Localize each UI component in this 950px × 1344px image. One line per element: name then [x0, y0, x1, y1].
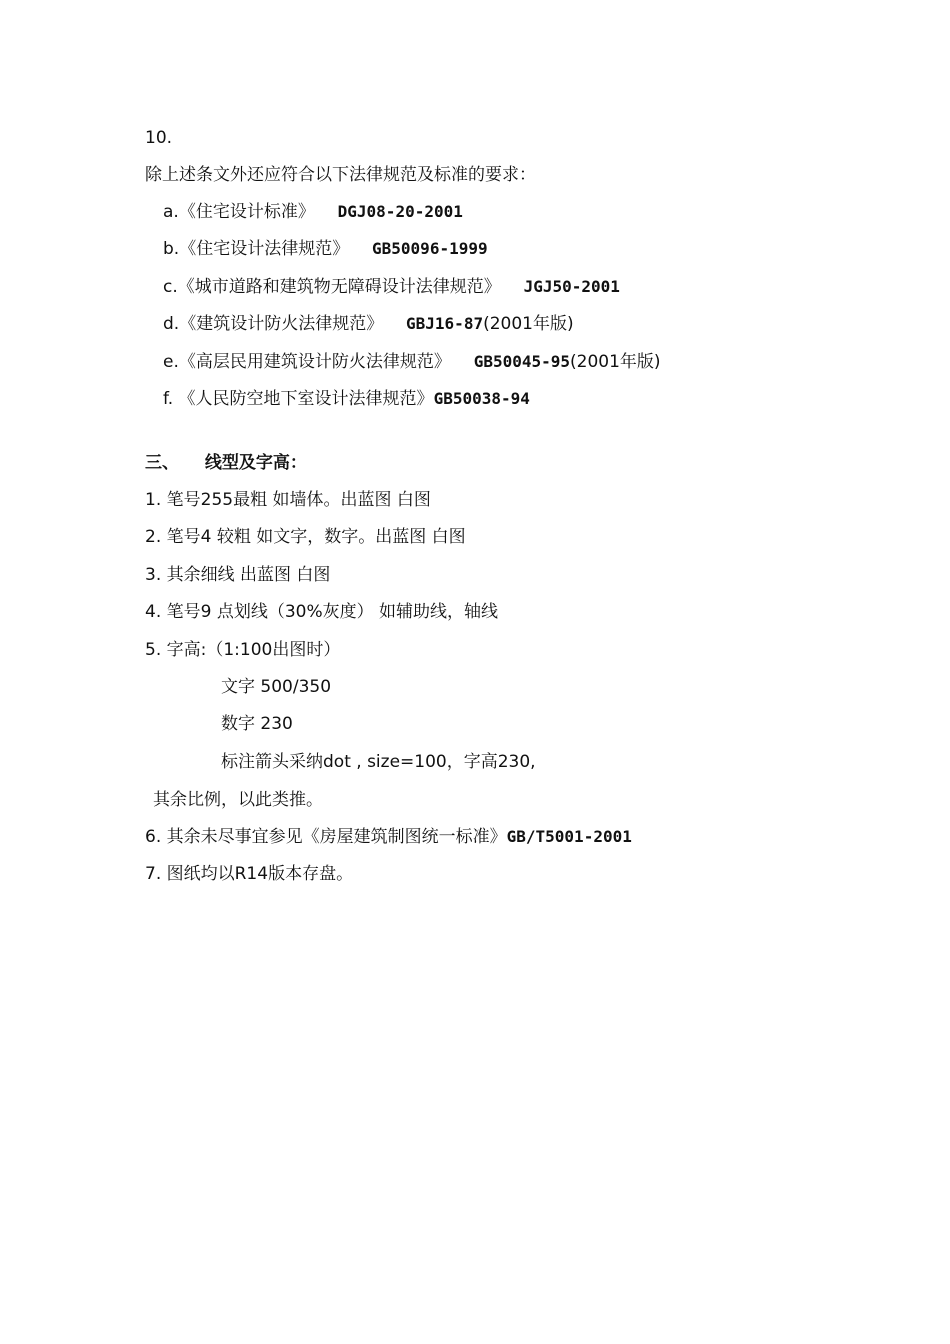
standard-item-f [163, 388, 530, 410]
list-item-5: 5. 字高:（1:100出图时） [145, 640, 341, 660]
standard-item-e [163, 351, 661, 373]
standard-item-b [163, 238, 488, 260]
list-item-2: 2. 笔号4 较粗 如文字，数字。出蓝图 白图 [145, 527, 466, 547]
standard-code: JGJ50-2001 [523, 277, 620, 296]
standard-label: d.《建筑设计防火法律规范》 [163, 314, 384, 334]
standard-item-a [163, 201, 463, 223]
standard-code: GBJ16-87 [406, 314, 484, 333]
list-item-4: 4. 笔号9 点划线（30%灰度） 如辅助线，轴线 [145, 602, 499, 622]
standard-item-d [163, 313, 574, 335]
standard-label: e.《高层民用建筑设计防火法律规范》 [163, 352, 451, 372]
section-number: 10. [145, 128, 173, 148]
standard-code: DGJ08-20-2001 [337, 202, 463, 221]
section-heading-title: 线型及字高： [204, 453, 307, 473]
standard-suffix: (2001年版) [483, 314, 574, 334]
standard-code: GB50045-95 [473, 352, 571, 371]
standard-label: c.《城市道路和建筑物无障碍设计法律规范》 [163, 277, 501, 297]
list-item-6-code: GB/T5001-2001 [506, 827, 632, 846]
section-heading [145, 452, 307, 474]
list-item-7: 7. 图纸均以R14版本存盘。 [145, 864, 354, 884]
list-item-3: 3. 其余细线 出蓝图 白图 [145, 565, 331, 585]
standard-label: a.《住宅设计标准》 [163, 202, 315, 222]
list-item-6-label: 6. 其余未尽事宜参见《房屋建筑制图统一标准》 [145, 827, 507, 847]
standard-item-c [163, 276, 620, 298]
standard-code: GB50038-94 [433, 389, 530, 408]
standard-suffix: (2001年版) [570, 352, 661, 372]
standard-label: f. 《人民防空地下室设计法律规范》 [163, 389, 434, 409]
list-item-6 [145, 826, 632, 848]
list-item-5-number-height: 数字 230 [221, 714, 293, 734]
section-heading-number: 三、 [145, 453, 179, 473]
standard-code: GB50096-1999 [372, 239, 488, 258]
list-item-1: 1. 笔号255最粗 如墙体。出蓝图 白图 [145, 490, 431, 510]
list-item-5-note: 其余比例，以此类推。 [153, 790, 323, 810]
intro-text: 除上述条文外还应符合以下法律规范及标准的要求： [145, 165, 536, 185]
list-item-5-text-height: 文字 500/350 [221, 677, 332, 697]
list-item-5-dimension: 标注箭头采纳dot , size=100，字高230, [221, 752, 536, 772]
standard-label: b.《住宅设计法律规范》 [163, 239, 350, 259]
